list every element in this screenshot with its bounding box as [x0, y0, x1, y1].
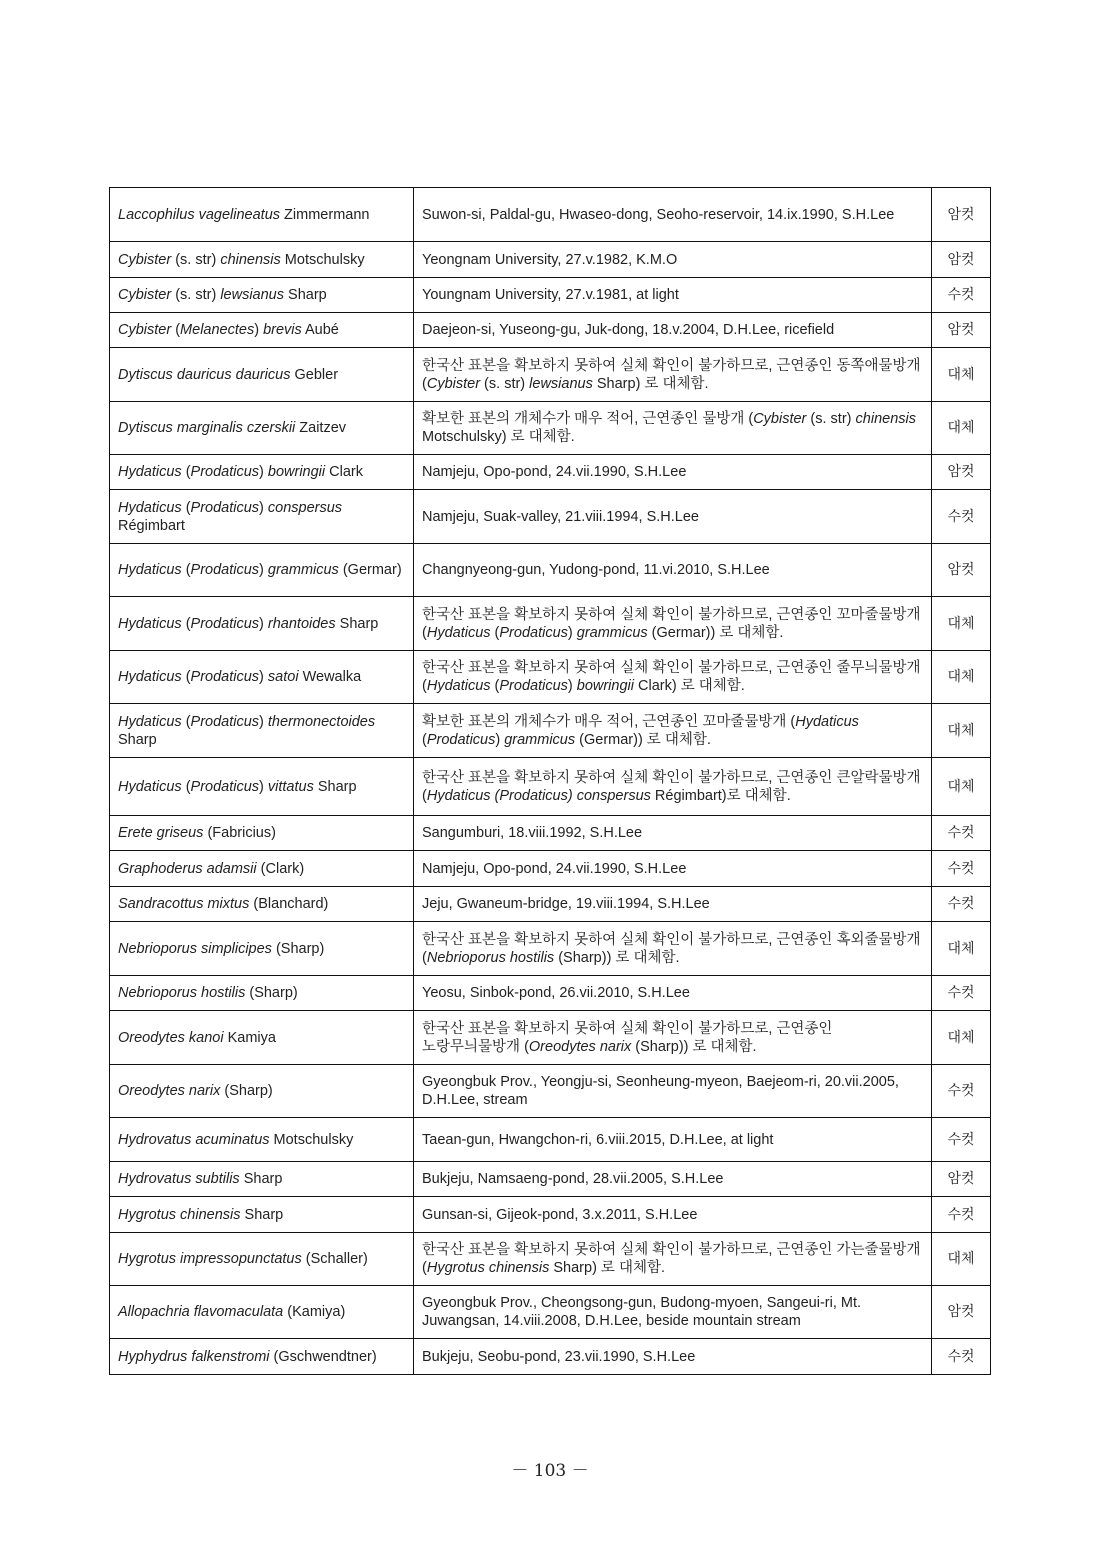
- text-segment: ): [567, 678, 577, 694]
- collection-record-cell: [414, 1233, 932, 1286]
- table-row: [110, 348, 991, 402]
- text-segment: (: [181, 669, 191, 685]
- text-segment: Suwon-si, Paldal-gu, Hwaseo-dong, Seoho-reservoir, 14.ix.1990, S.H.Lee: [422, 206, 895, 223]
- text-segment: bowringii: [576, 678, 634, 694]
- table-body: [110, 188, 991, 1375]
- species-name-cell: [110, 1162, 414, 1197]
- collection-record-cell: [414, 1118, 932, 1162]
- text-segment: rhantoides: [267, 615, 336, 632]
- species-name-cell: [110, 816, 414, 851]
- text-segment: lewsianus: [220, 287, 284, 303]
- text-segment: Hydaticus (Prodaticus) conspersus: [426, 787, 651, 804]
- text-segment: (: [181, 713, 191, 730]
- collection-record-cell: [414, 851, 932, 887]
- text-segment: Hydaticus: [118, 499, 182, 516]
- collection-record-cell: [414, 704, 932, 758]
- text-segment: Namjeju, Suak-valley, 21.viii.1994, S.H.Lee: [422, 508, 699, 525]
- species-name-cell: [110, 1197, 414, 1233]
- sex-cell: 암컷: [932, 455, 991, 490]
- species-name-cell: [110, 651, 414, 704]
- collection-record-cell: [414, 651, 932, 704]
- text-segment: (s. str): [171, 287, 221, 303]
- text-segment: chinensis: [220, 251, 281, 268]
- text-segment: 한국산 표본을 확보하지 못하여 실체 확인이 불가하므로, 근연종인 꼬마줄물방개 (: [422, 606, 921, 641]
- table-row: [110, 402, 991, 455]
- text-segment: Melanectes: [180, 322, 255, 338]
- table-row: [110, 704, 991, 758]
- table-row: [110, 544, 991, 597]
- collection-record-cell: [414, 1162, 932, 1197]
- text-segment: Youngnam University, 27.v.1981, at light: [422, 287, 679, 303]
- collection-record-cell: [414, 976, 932, 1011]
- species-name-cell: [110, 922, 414, 976]
- text-segment: Gyeongbuk Prov., Yeongju-si, Seonheung-myeon, Baejeom-ri, 20.vii.2005, D.H.Lee, stream: [422, 1074, 899, 1108]
- text-segment: 한국산 표본을 확보하지 못하여 실체 확인이 불가하므로, 근연종인 혹외줄물방개 (: [422, 931, 921, 966]
- text-segment: Sharp: [284, 287, 327, 303]
- text-segment: Nebrioporus hostilis: [426, 949, 555, 966]
- species-name-cell: [110, 348, 414, 402]
- text-segment: (Fabricius): [203, 825, 276, 841]
- text-segment: 확보한 표본의 개체수가 매우 적어, 근연종인 꼬마줄물방개 (: [422, 713, 796, 730]
- species-name-cell: [110, 242, 414, 278]
- species-specimen-table: [109, 187, 991, 1375]
- text-segment: lewsianus: [529, 375, 593, 392]
- text-segment: (Sharp): [245, 985, 298, 1001]
- text-segment: (Sharp): [220, 1083, 273, 1099]
- table-row: [110, 278, 991, 313]
- text-segment: Hygrotus chinensis: [426, 1260, 550, 1276]
- collection-record-cell: [414, 188, 932, 242]
- text-segment: ): [259, 562, 268, 578]
- text-segment: 한국산 표본을 확보하지 못하여 실체 확인이 불가하므로, 근연종인 동쪽애물방개 (: [422, 357, 921, 392]
- sex-cell: 대체: [932, 1011, 991, 1065]
- text-segment: Daejeon-si, Yuseong-gu, Juk-dong, 18.v.2004, D.H.Lee, ricefield: [422, 322, 835, 338]
- text-segment: Hyphydrus falkenstromi: [118, 1348, 270, 1365]
- text-segment: grammicus: [576, 624, 648, 641]
- species-name-cell: [110, 887, 414, 922]
- text-segment: brevis: [263, 322, 302, 338]
- table-row: [110, 597, 991, 651]
- sex-cell: 암컷: [932, 313, 991, 348]
- text-segment: Hygrotus impressopunctatus: [118, 1251, 302, 1267]
- sex-cell: 수컷: [932, 1065, 991, 1118]
- text-segment: Régimbart: [118, 517, 185, 534]
- table-row: [110, 455, 991, 490]
- page-number: － 103 －: [511, 1461, 589, 1481]
- text-segment: grammicus: [504, 731, 576, 748]
- text-segment: (Germar): [338, 562, 402, 578]
- collection-record-cell: [414, 887, 932, 922]
- text-segment: ): [259, 499, 268, 516]
- text-segment: Prodaticus: [426, 731, 496, 748]
- collection-record-cell: [414, 1065, 932, 1118]
- species-name-cell: [110, 1011, 414, 1065]
- species-name-cell: [110, 1065, 414, 1118]
- text-segment: (s. str): [171, 251, 221, 268]
- species-name-cell: [110, 1286, 414, 1339]
- sex-cell: 대체: [932, 597, 991, 651]
- text-segment: Prodaticus: [190, 713, 260, 730]
- table-row: [110, 188, 991, 242]
- table-row: [110, 242, 991, 278]
- table-row: [110, 490, 991, 544]
- sex-cell: 대체: [932, 348, 991, 402]
- sex-cell: 대체: [932, 1233, 991, 1286]
- text-segment: (: [490, 624, 500, 641]
- text-segment: conspersus: [267, 499, 343, 516]
- species-name-cell: [110, 544, 414, 597]
- text-segment: Prodaticus: [190, 615, 260, 632]
- text-segment: 한국산 표본을 확보하지 못하여 실체 확인이 불가하므로, 근연종인 가는줄물방개 (: [422, 1242, 921, 1276]
- text-segment: ): [254, 322, 264, 338]
- text-segment: Erete griseus: [118, 825, 204, 841]
- text-segment: (Clark): [256, 860, 305, 877]
- text-segment: Hygrotus chinensis: [118, 1206, 241, 1223]
- species-name-cell: [110, 758, 414, 816]
- text-segment: (Schaller): [301, 1251, 368, 1267]
- text-segment: Nebrioporus simplicipes: [118, 940, 272, 957]
- text-segment: (Germar)) 로 대체함.: [647, 624, 784, 641]
- sex-cell: 수컷: [932, 976, 991, 1011]
- text-segment: Oreodytes narix: [528, 1038, 632, 1055]
- text-segment: Allopachria flavomaculata: [118, 1304, 284, 1320]
- text-segment: ): [495, 731, 505, 748]
- text-segment: Sharp) 로 대체함.: [549, 1260, 666, 1276]
- text-segment: Namjeju, Opo-pond, 24.vii.1990, S.H.Lee: [422, 464, 687, 480]
- sex-cell: 암컷: [932, 544, 991, 597]
- text-segment: satoi: [267, 669, 299, 685]
- table-row: [110, 1339, 991, 1375]
- species-name-cell: [110, 402, 414, 455]
- text-segment: Wewalka: [298, 669, 362, 685]
- text-segment: ): [259, 669, 268, 685]
- species-name-cell: [110, 455, 414, 490]
- text-segment: Dytiscus dauricus dauricus: [118, 366, 291, 383]
- table-row: [110, 887, 991, 922]
- text-segment: Jeju, Gwaneum-bridge, 19.viii.1994, S.H.Lee: [422, 896, 710, 912]
- text-segment: Clark: [325, 464, 364, 480]
- table-row: [110, 922, 991, 976]
- text-segment: ): [259, 464, 268, 480]
- text-segment: grammicus: [267, 562, 339, 578]
- table-row: [110, 851, 991, 887]
- sex-cell: 대체: [932, 651, 991, 704]
- text-segment: vittatus: [267, 778, 314, 795]
- table-row: [110, 1197, 991, 1233]
- text-segment: Clark) 로 대체함.: [633, 678, 745, 694]
- sex-cell: 수컷: [932, 1118, 991, 1162]
- text-segment: Hydaticus: [118, 778, 182, 795]
- collection-record-cell: [414, 1011, 932, 1065]
- collection-record-cell: [414, 455, 932, 490]
- text-segment: Bukjeju, Namsaeng-pond, 28.vii.2005, S.H.Lee: [422, 1171, 724, 1187]
- text-segment: Kamiya: [223, 1029, 276, 1046]
- table-row: [110, 816, 991, 851]
- text-segment: Cybister: [118, 251, 172, 268]
- text-segment: Hydaticus: [118, 615, 182, 632]
- text-segment: Gebler: [290, 366, 339, 383]
- collection-record-cell: [414, 544, 932, 597]
- table-row: [110, 651, 991, 704]
- text-segment: (: [181, 615, 191, 632]
- text-segment: Hydrovatus subtilis: [118, 1171, 240, 1187]
- text-segment: Hydaticus: [426, 678, 491, 694]
- text-segment: Cybister: [753, 411, 807, 427]
- sex-cell: 수컷: [932, 887, 991, 922]
- text-segment: Hydaticus: [118, 713, 182, 730]
- sex-cell: 수컷: [932, 278, 991, 313]
- text-segment: chinensis: [855, 411, 916, 427]
- text-segment: (Germar)) 로 대체함.: [575, 731, 711, 748]
- text-segment: bowringii: [267, 464, 326, 480]
- text-segment: Hydrovatus acuminatus: [118, 1131, 270, 1148]
- species-name-cell: [110, 1233, 414, 1286]
- species-name-cell: [110, 313, 414, 348]
- table-row: [110, 1118, 991, 1162]
- text-segment: Sharp: [313, 778, 357, 795]
- species-name-cell: [110, 597, 414, 651]
- text-segment: (Sharp)) 로 대체함.: [554, 949, 680, 966]
- text-segment: Taean-gun, Hwangchon-ri, 6.viii.2015, D.H.Lee, at light: [422, 1131, 774, 1148]
- text-segment: Bukjeju, Seobu-pond, 23.vii.1990, S.H.Lee: [422, 1348, 696, 1365]
- text-segment: Prodaticus: [190, 464, 260, 480]
- sex-cell: 대체: [932, 402, 991, 455]
- text-segment: Sandracottus mixtus: [118, 896, 250, 912]
- collection-record-cell: [414, 1197, 932, 1233]
- text-segment: Dytiscus marginalis czerskii: [118, 420, 296, 436]
- collection-record-cell: [414, 1286, 932, 1339]
- table-row: [110, 1065, 991, 1118]
- text-segment: Prodaticus: [190, 499, 260, 516]
- sex-cell: 수컷: [932, 1197, 991, 1233]
- text-segment: Hydaticus: [795, 713, 859, 730]
- collection-record-cell: [414, 313, 932, 348]
- table-row: [110, 1233, 991, 1286]
- text-segment: Gyeongbuk Prov., Cheongsong-gun, Budong-myoen, Sangeui-ri, Mt. Juwangsan, 14.viii.2008, D.H.Lee, beside mountain stream: [422, 1295, 862, 1329]
- text-segment: Nebrioporus hostilis: [118, 985, 246, 1001]
- table-row: [110, 1011, 991, 1065]
- text-segment: Oreodytes narix: [118, 1083, 221, 1099]
- text-segment: (: [490, 678, 500, 694]
- sex-cell: 수컷: [932, 1339, 991, 1375]
- text-segment: (Kamiya): [283, 1304, 346, 1320]
- text-segment: 한국산 표본을 확보하지 못하여 실체 확인이 불가하므로, 근연종인 노랑무늬물방개 (: [422, 1020, 833, 1055]
- text-segment: Zaitzev: [295, 420, 347, 436]
- text-segment: 확보한 표본의 개체수가 매우 적어, 근연종인 물방개 (: [422, 411, 754, 427]
- table-row: [110, 758, 991, 816]
- text-segment: Sharp: [118, 731, 157, 748]
- text-segment: (: [181, 499, 191, 516]
- text-segment: (: [171, 322, 181, 338]
- sex-cell: 암컷: [932, 242, 991, 278]
- text-segment: Sharp) 로 대체함.: [592, 375, 709, 392]
- text-segment: Motschulsky: [280, 251, 365, 268]
- text-segment: 한국산 표본을 확보하지 못하여 실체 확인이 불가하므로, 근연종인 줄무늬물방개 (: [422, 660, 921, 694]
- text-segment: Yeosu, Sinbok-pond, 26.vii.2010, S.H.Lee: [422, 985, 690, 1001]
- text-segment: Hydaticus: [426, 624, 491, 641]
- sex-cell: 수컷: [932, 851, 991, 887]
- collection-record-cell: [414, 490, 932, 544]
- text-segment: Graphoderus adamsii: [118, 860, 257, 877]
- table-row: [110, 313, 991, 348]
- text-segment: Prodaticus: [499, 678, 568, 694]
- sex-cell: 대체: [932, 704, 991, 758]
- sex-cell: 대체: [932, 758, 991, 816]
- sex-cell: 수컷: [932, 490, 991, 544]
- text-segment: Prodaticus: [190, 562, 260, 578]
- species-name-cell: [110, 704, 414, 758]
- collection-record-cell: [414, 402, 932, 455]
- species-name-cell: [110, 278, 414, 313]
- text-segment: Yeongnam University, 27.v.1982, K.M.O: [422, 251, 678, 268]
- text-segment: (Sharp): [271, 940, 325, 957]
- text-segment: Sangumburi, 18.viii.1992, S.H.Lee: [422, 825, 643, 841]
- collection-record-cell: [414, 816, 932, 851]
- text-segment: thermonectoides: [267, 713, 376, 730]
- text-segment: Prodaticus: [499, 624, 568, 641]
- species-name-cell: [110, 1118, 414, 1162]
- sex-cell: 대체: [932, 922, 991, 976]
- text-segment: (s. str): [806, 411, 856, 427]
- species-name-cell: [110, 1339, 414, 1375]
- text-segment: (: [181, 778, 191, 795]
- text-segment: Sharp: [239, 1171, 283, 1187]
- collection-record-cell: [414, 758, 932, 816]
- text-segment: Cybister: [426, 375, 481, 392]
- collection-record-cell: [414, 348, 932, 402]
- text-segment: Prodaticus: [190, 669, 260, 685]
- text-segment: 한국산 표본을 확보하지 못하여 실체 확인이 불가하므로, 근연종인 큰알락물방개 (: [422, 769, 921, 804]
- species-name-cell: [110, 188, 414, 242]
- text-segment: Changnyeong-gun, Yudong-pond, 11.vi.2010, S.H.Lee: [422, 562, 770, 578]
- species-name-cell: [110, 851, 414, 887]
- text-segment: Sharp: [335, 615, 379, 632]
- sex-cell: 암컷: [932, 1162, 991, 1197]
- species-name-cell: [110, 490, 414, 544]
- table-row: [110, 1162, 991, 1197]
- text-segment: Gunsan-si, Gijeok-pond, 3.x.2011, S.H.Lee: [422, 1206, 698, 1223]
- collection-record-cell: [414, 278, 932, 313]
- text-segment: (Gschwendtner): [269, 1348, 377, 1365]
- text-segment: (: [181, 464, 191, 480]
- collection-record-cell: [414, 597, 932, 651]
- text-segment: Hydaticus: [118, 464, 182, 480]
- text-segment: Oreodytes kanoi: [118, 1029, 224, 1046]
- sex-cell: 암컷: [932, 188, 991, 242]
- text-segment: Namjeju, Opo-pond, 24.vii.1990, S.H.Lee: [422, 860, 687, 877]
- collection-record-cell: [414, 242, 932, 278]
- text-segment: Hydaticus: [118, 562, 182, 578]
- text-segment: (Sharp)) 로 대체함.: [631, 1038, 757, 1055]
- species-name-cell: [110, 976, 414, 1011]
- text-segment: ): [259, 615, 268, 632]
- text-segment: Cybister: [118, 322, 172, 338]
- text-segment: Cybister: [118, 287, 172, 303]
- text-segment: Laccophilus vagelineatus: [118, 206, 281, 223]
- text-segment: ): [259, 778, 268, 795]
- text-segment: ): [567, 624, 577, 641]
- text-segment: Sharp: [240, 1206, 284, 1223]
- text-segment: ): [259, 713, 268, 730]
- text-segment: Prodaticus: [190, 778, 260, 795]
- text-segment: Hydaticus: [118, 669, 182, 685]
- collection-record-cell: [414, 1339, 932, 1375]
- sex-cell: 수컷: [932, 816, 991, 851]
- text-segment: (s. str): [480, 375, 530, 392]
- sex-cell: 암컷: [932, 1286, 991, 1339]
- table-row: [110, 976, 991, 1011]
- collection-record-cell: [414, 922, 932, 976]
- text-segment: (: [422, 731, 427, 748]
- text-segment: Motschulsky) 로 대체함.: [422, 429, 575, 445]
- text-segment: Zimmermann: [280, 206, 370, 223]
- text-segment: Régimbart)로 대체함.: [650, 787, 791, 804]
- text-segment: (Blanchard): [249, 896, 329, 912]
- text-segment: Aubé: [301, 322, 339, 338]
- text-segment: (: [181, 562, 191, 578]
- table-row: [110, 1286, 991, 1339]
- text-segment: Motschulsky: [269, 1131, 354, 1148]
